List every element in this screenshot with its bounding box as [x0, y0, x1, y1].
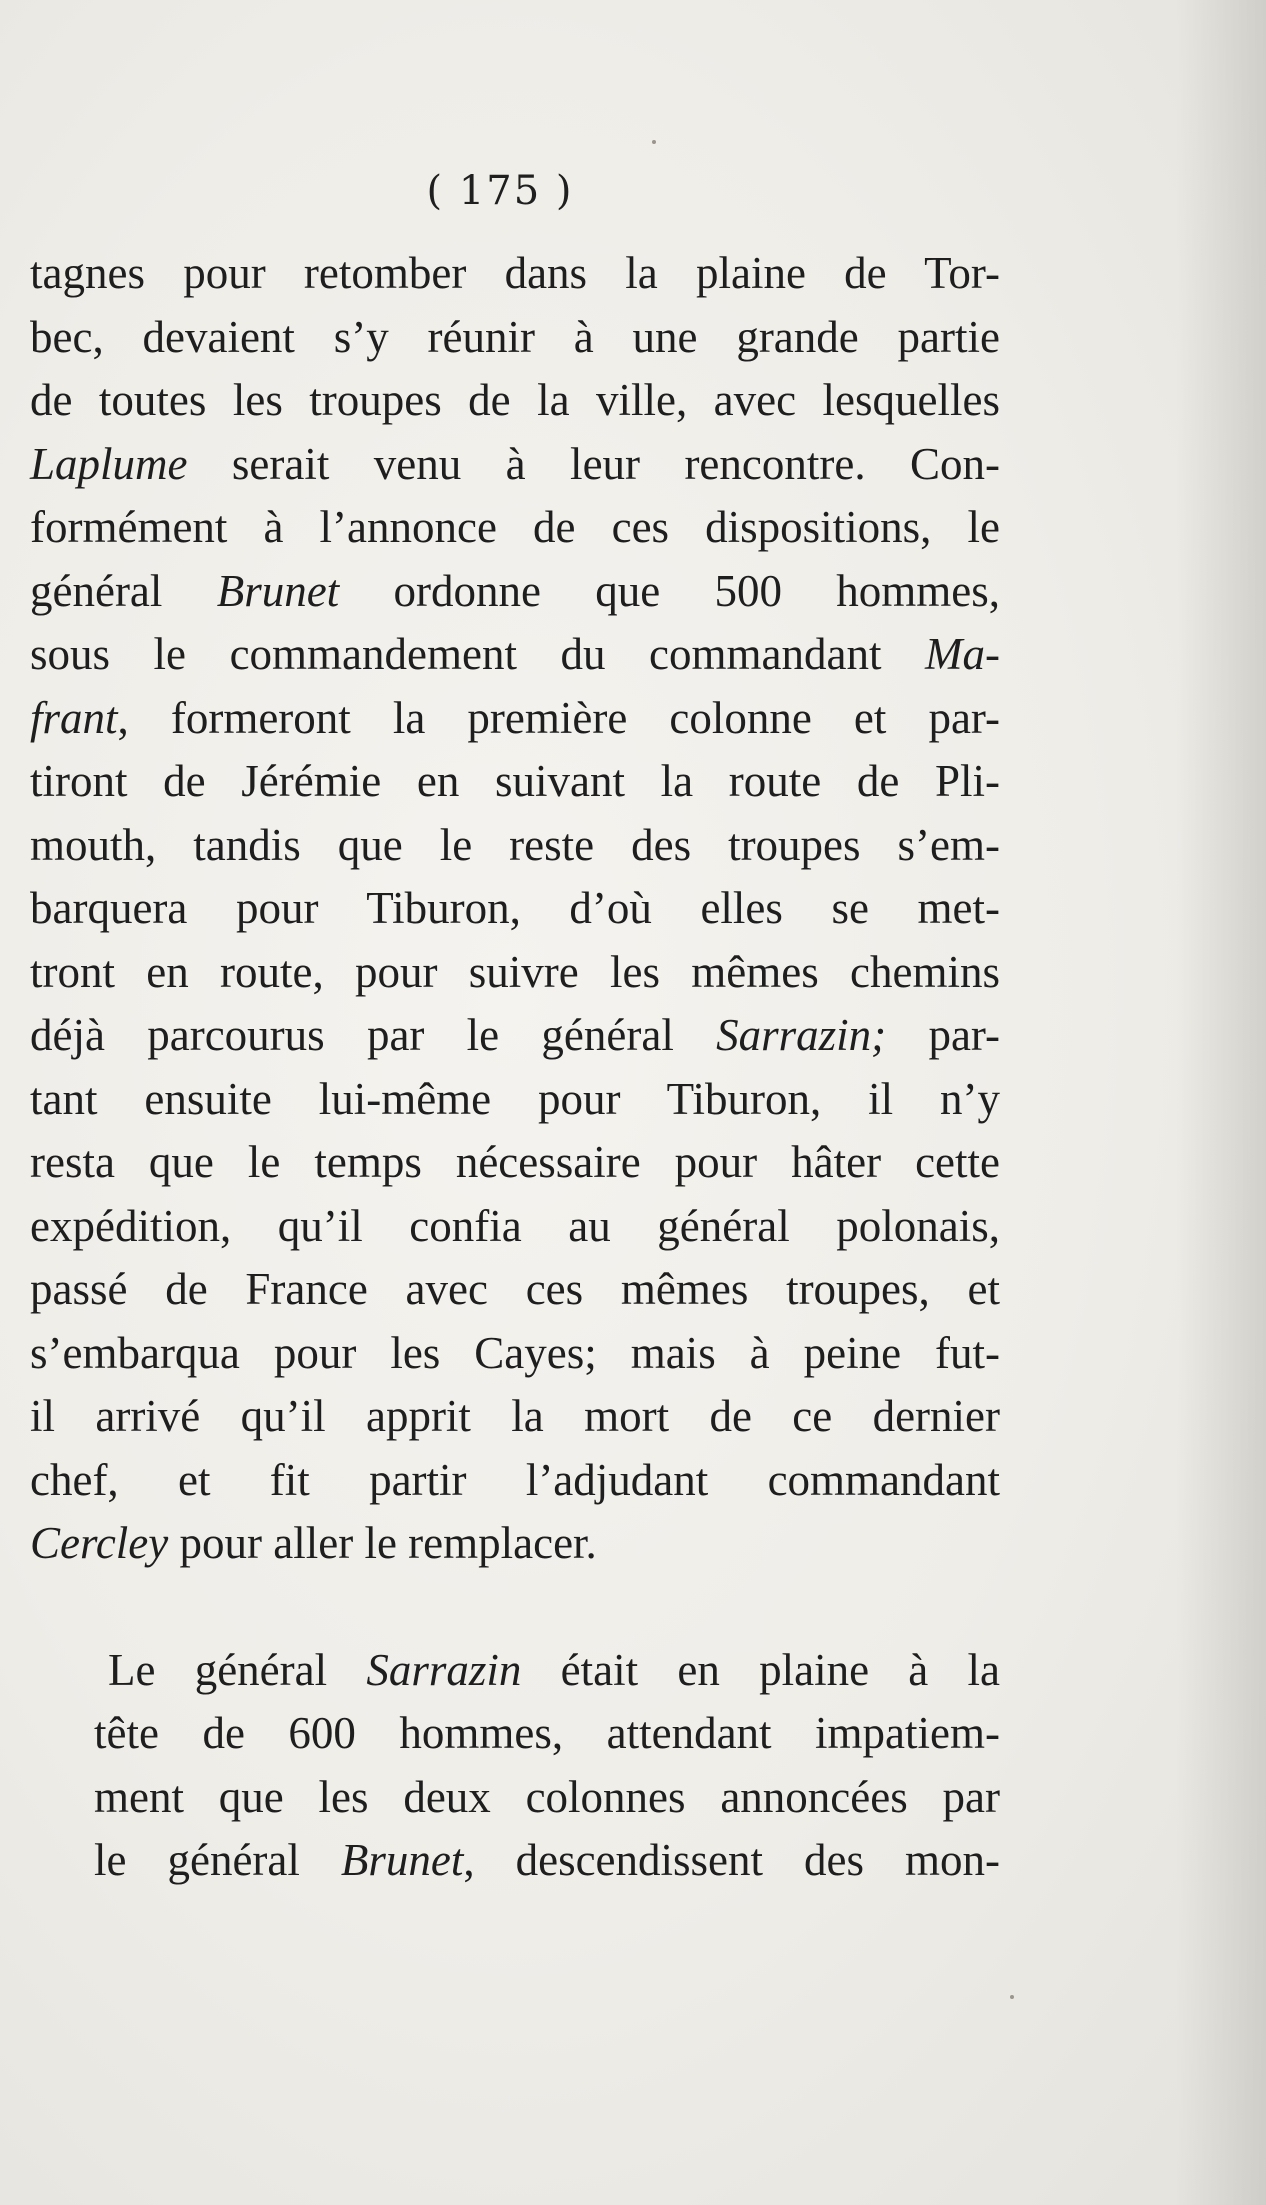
text-line: tant ensuite lui-même pour Tiburon, il n’y — [30, 1073, 1000, 1124]
text-line — [30, 623, 1000, 687]
text-segment: , formeront la première colonne et par- — [117, 692, 1000, 743]
text-line: s’embarqua pour les Cayes; mais à peine fut- — [30, 1327, 1000, 1378]
text-line: passé de France avec ces mêmes troupes, et — [30, 1264, 1000, 1314]
text-segment: le général — [94, 1835, 341, 1885]
paragraph-2 — [30, 1639, 1000, 1893]
text-line: ment que les deux colonnes annoncées par — [94, 1771, 1000, 1822]
text-line — [30, 1512, 1000, 1576]
text-line: chef, et fit partir l’adjudant commandant — [30, 1454, 1000, 1505]
italic-name: Laplume — [30, 438, 188, 489]
text-segment: général — [30, 565, 217, 616]
italic-name: Ma- — [925, 629, 1000, 679]
text-line — [30, 433, 1000, 497]
text-line — [30, 560, 1000, 624]
italic-name: Brunet — [340, 1835, 464, 1885]
body-text — [30, 242, 1000, 1893]
text-line: tront en route, pour suivre les mêmes chemins — [30, 946, 1000, 997]
page-edge-shadow — [1176, 0, 1266, 2205]
text-segment: pour aller le remplacer. — [168, 1518, 597, 1568]
paragraph-gap — [30, 1576, 1000, 1639]
text-line: tiront de Jérémie en suivant la route de Pli- — [30, 756, 1000, 806]
text-line: tagnes pour retomber dans la plaine de Tor- — [30, 248, 1000, 298]
text-line: formément à l’annonce de ces dispositions, le — [30, 502, 1000, 552]
text-segment: par- — [886, 1010, 1000, 1060]
text-line — [30, 1004, 1000, 1068]
text-line — [60, 1829, 1000, 1893]
text-line — [30, 687, 1000, 751]
text-line: mouth, tandis que le reste des troupes s’em- — [30, 819, 1000, 870]
text-segment: Le général — [108, 1644, 367, 1695]
paragraph-1 — [30, 242, 1000, 1576]
page-number: ( 175 ) — [426, 168, 574, 214]
text-segment: était en plaine à la — [521, 1644, 1000, 1695]
paper-speck — [1010, 1995, 1014, 1999]
text-segment: , descendissent des mon- — [463, 1835, 1000, 1885]
italic-name: Brunet — [216, 565, 340, 616]
text-segment: déjà parcourus par le général — [30, 1010, 717, 1060]
text-line: resta que le temps nécessaire pour hâter cette — [30, 1137, 1000, 1187]
text-line: expédition, qu’il confia au général polonais, — [30, 1200, 1000, 1251]
italic-name: Cercley — [30, 1518, 169, 1568]
italic-name: Sarrazin; — [716, 1010, 887, 1060]
italic-name: Sarrazin — [366, 1644, 522, 1695]
text-segment: ordonne que 500 hommes, — [339, 565, 1000, 616]
text-line: barquera pour Tiburon, d’où elles se met- — [30, 883, 1000, 933]
text-line: tête de 600 hommes, attendant impatiem- — [94, 1708, 1000, 1758]
paper-speck — [652, 140, 656, 144]
text-segment: sous le commandement du commandant — [30, 629, 926, 679]
text-segment: serait venu à leur rencontre. Con- — [187, 438, 1000, 489]
italic-name: frant — [30, 692, 118, 743]
text-line: il arrivé qu’il apprit la mort de ce dernier — [30, 1391, 1000, 1441]
text-line — [60, 1639, 1000, 1703]
text-line: de toutes les troupes de la ville, avec lesquelles — [30, 375, 1000, 425]
text-line: bec, devaient s’y réunir à une grande partie — [30, 311, 1000, 362]
